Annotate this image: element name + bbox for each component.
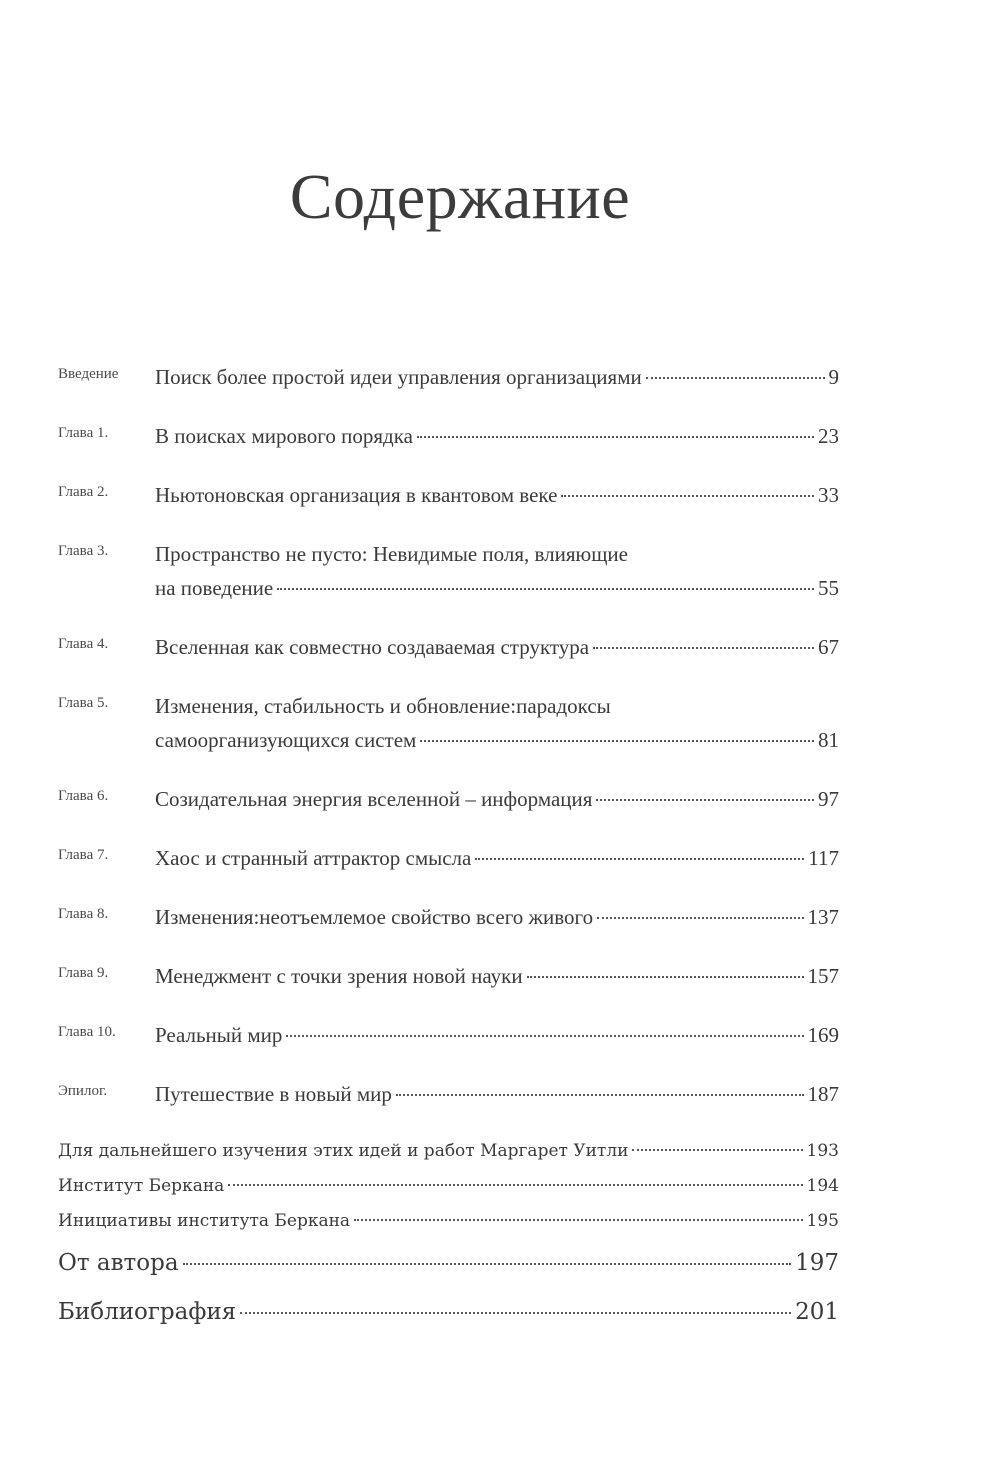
toc-entry: [58, 1018, 839, 1052]
chapter-label: Глава 8.: [58, 906, 109, 922]
chapter-page-number: 97: [818, 787, 839, 811]
chapter-label: Глава 4.: [58, 636, 109, 652]
chapter-title: Вселенная как совместно создаваемая структура: [155, 635, 590, 659]
major-section-title: От автора: [58, 1250, 179, 1276]
chapter-line: [155, 1018, 839, 1052]
toc-entry: [58, 1077, 839, 1111]
toc-entry: [58, 630, 839, 664]
chapter-label: Глава 2.: [58, 484, 109, 500]
chapter-title: Поиск более простой идеи управления организациями: [155, 365, 642, 389]
major-section-page-number: 197: [795, 1250, 839, 1276]
toc-entry: [58, 1169, 839, 1204]
chapter-label: Глава 10.: [58, 1024, 116, 1040]
toc-entry: [58, 959, 839, 993]
page-title: Содержание: [289, 161, 631, 232]
chapter-page-number: 67: [818, 635, 839, 659]
chapter-line: [155, 959, 839, 993]
chapter-label: Эпилог.: [58, 1083, 108, 1099]
toc-entry: [58, 1239, 839, 1288]
section-title: Для дальнейшего изучения этих идей и работ Маргарет Уитли: [58, 1141, 629, 1161]
chapter-title: Путешествие в новый мир: [155, 1082, 392, 1106]
toc-entry: [58, 841, 839, 875]
dot-leader: [183, 1263, 792, 1265]
chapter-page-number: 187: [807, 1082, 839, 1106]
chapter-list: [58, 360, 839, 1111]
chapter-body: [155, 1018, 839, 1052]
chapter-title-line: [155, 537, 839, 571]
chapter-label: Введение: [58, 366, 119, 382]
chapter-title: В поисках мирового порядка: [155, 424, 413, 448]
chapter-label: Глава 7.: [58, 847, 109, 863]
chapter-label: Глава 1.: [58, 425, 109, 441]
toc-entry: [58, 419, 839, 453]
section-line: [58, 1204, 839, 1239]
toc-entry: [58, 1134, 839, 1169]
chapter-line: [155, 723, 839, 757]
chapter-line: [155, 1077, 839, 1111]
chapter-label: Глава 5.: [58, 695, 109, 711]
chapter-body: [155, 1077, 839, 1111]
chapter-line: [155, 419, 839, 453]
chapter-title: Ньютоновская организация в квантовом веке: [155, 483, 558, 507]
section-page-number: 195: [806, 1211, 839, 1231]
chapter-body: [155, 782, 839, 816]
dot-leader: [240, 1312, 791, 1314]
chapter-body: [155, 630, 839, 664]
chapter-body: [155, 419, 839, 453]
chapter-title-line: [155, 689, 839, 723]
section-line: [58, 1134, 839, 1169]
chapter-title: Изменения:неотъемлемое свойство всего живого: [155, 905, 594, 929]
chapter-page-number: 157: [807, 964, 839, 988]
chapter-body: [155, 478, 839, 512]
toc-entry: [58, 478, 839, 512]
section-title: Институт Беркана: [58, 1176, 225, 1196]
chapter-title: Изменения, стабильность и обновление:парадоксы: [155, 694, 611, 718]
chapter-title: на поведение: [155, 576, 274, 600]
dot-leader: [561, 495, 814, 497]
section-title: Инициативы института Беркана: [58, 1211, 351, 1231]
chapter-body: [155, 959, 839, 993]
chapter-page-number: 55: [818, 576, 839, 600]
chapter-page-number: 169: [807, 1023, 839, 1047]
chapter-page-number: 117: [808, 846, 839, 870]
chapter-line: [155, 360, 839, 394]
toc-entry: [58, 689, 839, 757]
dot-leader: [277, 588, 814, 590]
dot-leader: [396, 1094, 804, 1096]
major-list: [58, 1239, 839, 1337]
chapter-page-number: 23: [818, 424, 839, 448]
section-page-number: 194: [806, 1176, 839, 1196]
toc-entry: [58, 1288, 839, 1337]
chapter-label: Глава 9.: [58, 965, 109, 981]
chapter-line: [155, 630, 839, 664]
dot-leader: [593, 647, 814, 649]
chapter-line: [155, 571, 839, 605]
major-section-line: [58, 1239, 839, 1288]
chapter-line: [155, 782, 839, 816]
dot-leader: [596, 799, 814, 801]
chapter-page-number: 33: [818, 483, 839, 507]
toc-entry: [58, 360, 839, 394]
dot-leader: [475, 858, 804, 860]
chapter-body: [155, 537, 839, 605]
toc-entry: [58, 782, 839, 816]
chapter-title: Менеджмент с точки зрения новой науки: [155, 964, 523, 988]
table-of-contents: [58, 360, 839, 1337]
chapter-body: [155, 841, 839, 875]
chapter-title: самоорганизующихся систем: [155, 728, 417, 752]
chapter-title: Созидательная энергия вселенной – информация: [155, 787, 593, 811]
dot-leader: [286, 1035, 803, 1037]
extra-list: [58, 1134, 839, 1239]
section-line: [58, 1169, 839, 1204]
dot-leader: [646, 377, 825, 379]
dot-leader: [597, 917, 803, 919]
chapter-page-number: 137: [807, 905, 839, 929]
major-section-line: [58, 1288, 839, 1337]
major-section-page-number: 201: [795, 1299, 839, 1325]
chapter-title: Пространство не пусто: Невидимые поля, влияющие: [155, 542, 628, 566]
toc-entry: [58, 1204, 839, 1239]
chapter-line: [155, 900, 839, 934]
chapter-line: [155, 478, 839, 512]
chapter-body: [155, 900, 839, 934]
section-page-number: 193: [806, 1141, 839, 1161]
chapter-title: Хаос и странный аттрактор смысла: [155, 846, 472, 870]
chapter-page-number: 9: [828, 365, 839, 389]
chapter-body: [155, 360, 839, 394]
chapter-label: Глава 6.: [58, 788, 109, 804]
dot-leader: [527, 976, 804, 978]
dot-leader: [354, 1219, 802, 1221]
toc-entry: [58, 900, 839, 934]
toc-entry: [58, 537, 839, 605]
dot-leader: [228, 1184, 802, 1186]
chapter-title: Реальный мир: [155, 1023, 283, 1047]
chapter-page-number: 81: [818, 728, 839, 752]
chapter-label: Глава 3.: [58, 543, 109, 559]
dot-leader: [417, 436, 814, 438]
major-section-title: Библиография: [58, 1299, 237, 1325]
chapter-body: [155, 689, 839, 757]
dot-leader: [632, 1149, 802, 1151]
dot-leader: [420, 740, 814, 742]
chapter-line: [155, 841, 839, 875]
